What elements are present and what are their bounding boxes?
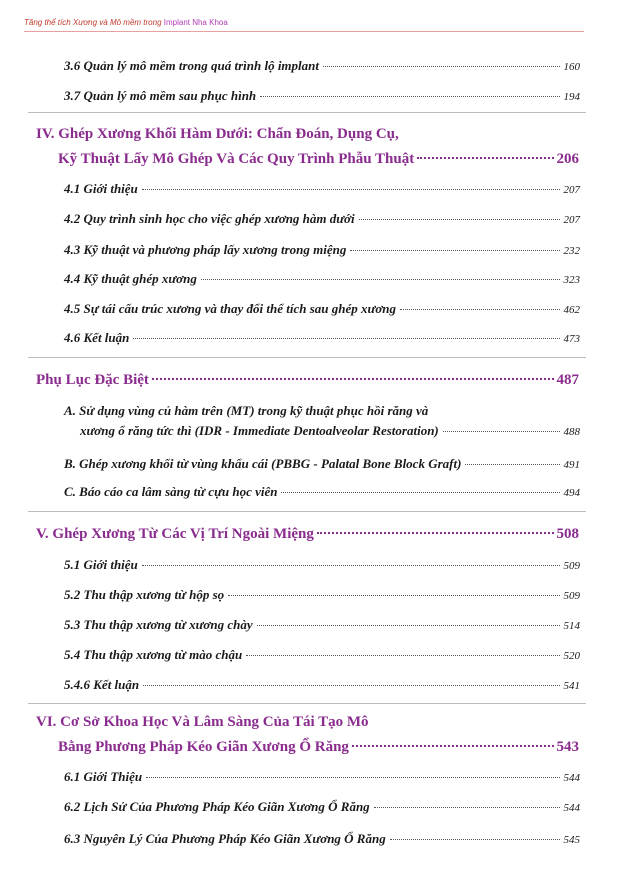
toc-entry-page: 520 — [563, 650, 580, 662]
toc-entry[interactable] — [64, 769, 580, 785]
chapter-page: 508 — [556, 526, 579, 542]
toc-entry-page: 491 — [563, 459, 580, 471]
section-divider — [28, 511, 586, 512]
toc-entry-title: 4.6 Kết luận — [64, 330, 130, 345]
toc-entry[interactable] — [64, 831, 580, 847]
toc-entry-title: 4.4 Kỹ thuật ghép xương — [64, 271, 197, 286]
toc-entry-title: 4.1 Giới thiệu — [64, 181, 138, 196]
toc-entry-page: 544 — [563, 802, 580, 814]
toc-entry[interactable] — [64, 799, 580, 815]
toc-entry-page: 160 — [563, 61, 580, 73]
toc-entry-page: 509 — [563, 560, 580, 572]
toc-entry[interactable] — [64, 587, 580, 603]
leader-dots — [350, 250, 559, 251]
chapter-title-line2: Bằng Phương Pháp Kéo Giãn Xương Ổ Răng — [58, 739, 349, 755]
leader-dots — [281, 492, 559, 493]
toc-entry-title: 3.6 Quản lý mô mềm trong quá trình lộ implant — [64, 58, 319, 73]
leader-dots — [142, 565, 560, 566]
toc-entry-title: 4.3 Kỹ thuật và phương pháp lấy xương trong miệng — [64, 242, 347, 257]
toc-entry-title: C. Báo cáo ca lâm sàng từ cựu học viên — [64, 484, 278, 499]
toc-entry-title: 6.2 Lịch Sử Của Phương Pháp Kéo Giãn Xương Ổ Răng — [64, 799, 370, 814]
leader-dots — [417, 157, 553, 159]
leader-dots — [201, 279, 560, 280]
header-highlight: Implant Nha Khoa — [163, 18, 228, 27]
toc-entry-page: 207 — [563, 184, 580, 196]
toc-entry-page: 494 — [563, 487, 580, 499]
chapter-page: 206 — [556, 151, 579, 167]
toc-entry-page: 509 — [563, 590, 580, 602]
leader-dots — [228, 595, 559, 596]
section-divider — [28, 112, 586, 113]
toc-entry-page: 207 — [563, 214, 580, 226]
toc-entry-title: 5.4 Thu thập xương từ mào chậu — [64, 647, 243, 662]
leader-dots — [152, 378, 554, 380]
leader-dots — [133, 338, 559, 339]
toc-entry-title: 5.1 Giới thiệu — [64, 557, 138, 572]
leader-dots — [352, 745, 554, 747]
leader-dots — [257, 625, 560, 626]
leader-dots — [146, 777, 559, 778]
toc-entry[interactable] — [64, 484, 580, 500]
toc-entry-title: 4.5 Sự tái cấu trúc xương và thay đổi thể tích sau ghép xương — [64, 301, 397, 316]
chapter-title-line1: IV. Ghép Xương Khối Hàm Dưới: Chẩn Đoán, Dụng Cụ, — [36, 126, 399, 142]
toc-entry[interactable] — [64, 181, 580, 197]
toc-entry[interactable] — [64, 271, 580, 287]
chapter-title-line2: Kỹ Thuật Lấy Mô Ghép Và Các Quy Trình Phẫu Thuật — [58, 151, 415, 167]
chapter-heading[interactable] — [36, 714, 579, 756]
leader-dots — [246, 655, 559, 656]
toc-entry-title: 3.7 Quản lý mô mềm sau phục hình — [64, 88, 257, 103]
toc-entry-page: 541 — [563, 680, 580, 692]
section-divider — [28, 357, 586, 358]
chapter-page: 543 — [556, 739, 579, 755]
toc-entry-page: 194 — [563, 91, 580, 103]
chapter-title-line1: VI. Cơ Sở Khoa Học Và Lâm Sàng Của Tái Tạo Mô — [36, 714, 369, 730]
toc-entry-title: 5.2 Thu thập xương từ hộp sọ — [64, 587, 225, 602]
leader-dots — [143, 685, 559, 686]
toc-entry-title: 6.3 Nguyên Lý Của Phương Pháp Kéo Giãn Xương Ổ Răng — [64, 831, 386, 846]
leader-dots — [390, 839, 560, 840]
toc-entry-title: 5.3 Thu thập xương từ xương chày — [64, 617, 253, 632]
chapter-heading[interactable] — [36, 526, 579, 543]
toc-entry-page: 232 — [563, 245, 580, 257]
toc-entry[interactable] — [64, 403, 580, 439]
leader-dots — [400, 309, 559, 310]
chapter-heading[interactable] — [36, 126, 579, 168]
toc-entry-page: 514 — [563, 620, 580, 632]
toc-entry[interactable] — [64, 647, 580, 663]
leader-dots — [260, 96, 559, 97]
toc-entry-page: 545 — [563, 834, 580, 846]
toc-entry[interactable] — [64, 88, 580, 104]
chapter-title: V. Ghép Xương Từ Các Vị Trí Ngoài Miệng — [36, 526, 314, 542]
toc-entry-title: 5.4.6 Kết luận — [64, 677, 140, 692]
toc-entry-title: 4.2 Quy trình sinh học cho việc ghép xương hàm dưới — [64, 211, 355, 226]
toc-entry-page: 544 — [563, 772, 580, 784]
toc-entry[interactable] — [64, 677, 580, 693]
toc-entry-title: 6.1 Giới Thiệu — [64, 769, 143, 784]
toc-entry[interactable] — [64, 557, 580, 573]
toc-entry[interactable] — [64, 456, 580, 472]
chapter-title: Phụ Lục Đặc Biệt — [36, 372, 149, 388]
section-divider — [28, 703, 586, 704]
toc-entry[interactable] — [64, 242, 580, 258]
toc-entry-title-line2: xương ổ răng tức thì (IDR - Immediate Dentoalveolar Restoration) — [80, 423, 439, 438]
header-prefix: Tăng thể tích Xương và Mô mềm trong — [24, 18, 164, 27]
toc-entry[interactable] — [64, 211, 580, 227]
leader-dots — [323, 66, 560, 67]
toc-entry[interactable] — [64, 301, 580, 317]
toc-entry-page: 473 — [563, 333, 580, 345]
toc-entry-title-line1: A. Sử dụng vùng củ hàm trên (MT) trong kỹ thuật phục hồi răng và — [64, 403, 429, 418]
leader-dots — [465, 464, 559, 465]
leader-dots — [374, 807, 560, 808]
leader-dots — [359, 219, 560, 220]
chapter-page: 487 — [556, 372, 579, 388]
toc-entry[interactable] — [64, 58, 580, 74]
chapter-heading[interactable] — [36, 372, 579, 389]
leader-dots — [443, 431, 560, 432]
toc-entry[interactable] — [64, 330, 580, 346]
toc-entry[interactable] — [64, 617, 580, 633]
toc-entry-title: B. Ghép xương khối từ vùng khẩu cái (PBBG - Palatal Bone Block Graft) — [64, 456, 462, 471]
toc-entry-page: 323 — [563, 274, 580, 286]
toc-entry-page: 488 — [563, 426, 580, 438]
leader-dots — [142, 189, 560, 190]
toc-entry-page: 462 — [563, 304, 580, 316]
leader-dots — [317, 532, 554, 534]
